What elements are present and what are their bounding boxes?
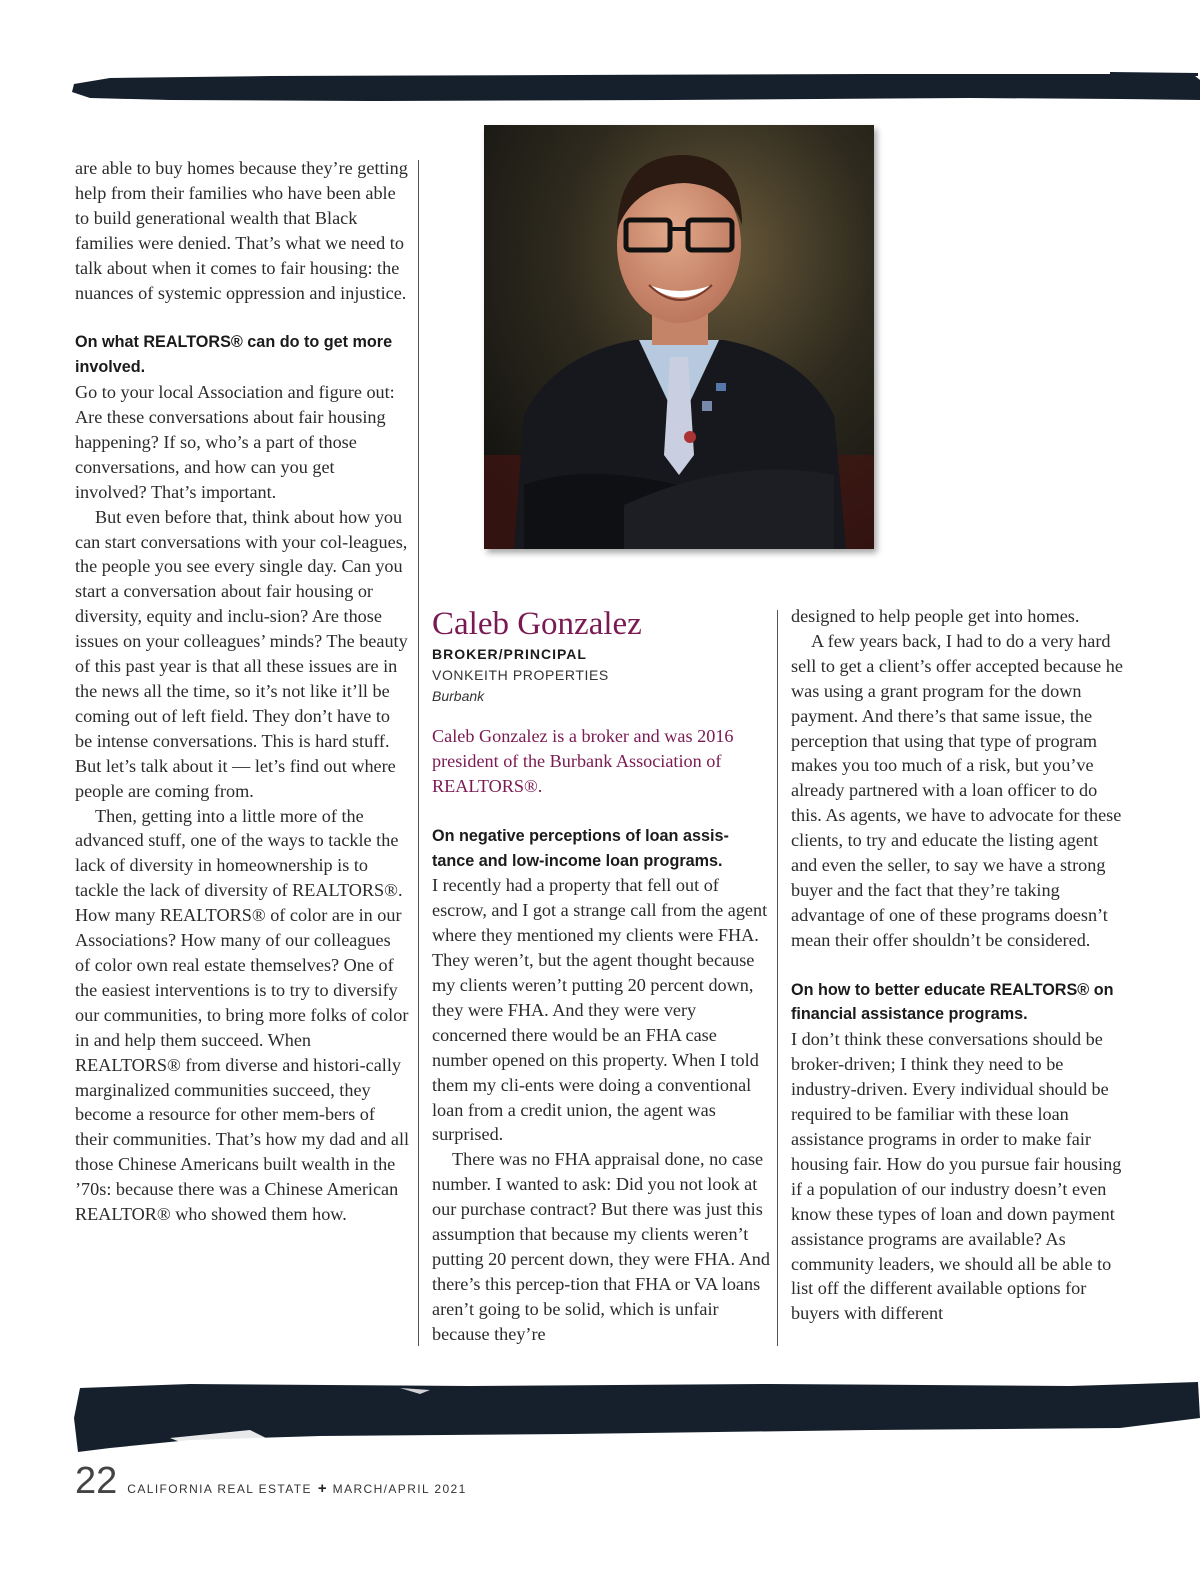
issue-date: MARCH/APRIL 2021 — [332, 1482, 467, 1496]
column-divider-left — [418, 160, 419, 1346]
paragraph: I don’t think these conversations should be broker-driven; I think they need to be industry-driven. Every individual should be required to be familiar with these loan assistance programs in order to make fair housing fair. How do you pursue fair housing if a population of our industry doesn’t even know these types of loan and down payment assistance programs are available? As community leaders, we should all be able to list off the different available options for buyers with different — [791, 1029, 1122, 1324]
paragraph: designed to help people get into homes. — [791, 606, 1080, 626]
paragraph: There was no FHA appraisal done, no case number. I wanted to ask: Did you not look at our purchase contract? But there was just this assumption that because my clients weren’t putting 20 percent down, they were FHA. And there’s this percep-tion that FHA or VA loans aren’t going to be solid, which is unfair because they’re — [432, 1149, 770, 1344]
article-column-right — [791, 604, 1126, 1326]
page-number: 22 — [75, 1460, 118, 1502]
article-column-middle — [432, 604, 770, 1347]
top-brush-stroke — [70, 70, 1200, 106]
column-divider-right — [777, 610, 778, 1346]
paragraph: Go to your local Association and figure out: Are these conversations about fair housing happening? If so, who’s a part of those conversations, and how can you get involved? That’s important. — [75, 382, 395, 502]
profile-name: Caleb Gonzalez — [432, 606, 642, 642]
paragraph: Then, getting into a little more of the advanced stuff, one of the ways to tackle the lack of diversity in homeownership is to tackle the lack of diversity of REALTORS®. How many REALTORS® of color are in our Associations? How many of our colleagues of color own real estate themselves? One of the easiest interventions is to try to diversify our communities, to bring more folks of color in and help them succeed. When REALTORS® from diverse and histori-cally marginalized communities succeed, they become a resource for other mem-bers of their communities. That’s how my dad and all those Chinese Americans built wealth in the ’70s: because there was a Chinese American REALTOR® who showed them how. — [75, 805, 410, 1225]
footer-separator: + — [317, 1480, 327, 1497]
article-column-left — [75, 156, 410, 1227]
section-heading: On negative perceptions of loan assis-tance and low-income loan programs. — [432, 826, 729, 870]
profile-city: Burbank — [432, 688, 485, 704]
portrait-image — [484, 125, 874, 549]
paragraph: But even before that, think about how you can start conversations with your col-leagues, the people you see every single day. Can you start a conversation about fair housing or diversity, equity and inclu-sion? Are those issues on your colleagues’ minds? The beauty of this past year is that all these issues are in the news all the time, so it’s not like it’ll be coming out of left field. They don’t have to be intense conversations. This is hard stuff. But let’s talk about it — let’s find out where people are coming from. — [75, 506, 408, 801]
page-footer — [75, 1460, 467, 1504]
profile-bio: Caleb Gonzalez is a broker and was 2016 president of the Burbank Association of REALTORS®. — [432, 726, 734, 796]
paragraph: A few years back, I had to do a very hard sell to get a client’s offer accepted because he was using a grant program for the down payment. And there’s that same issue, the perception that using that type of program makes you too much of a risk, but you’ve already partnered with a loan officer to do this. As agents, we have to advocate for these clients, to try and educate the listing agent and even the seller, to say we have a strong buyer and the fact that they’re taking advantage of one of these programs doesn’t mean their offer shouldn’t be considered. — [791, 630, 1123, 950]
paragraph: are able to buy homes because they’re getting help from their families who have been able to build generational wealth that Black families were denied. That’s what we need to talk about when it comes to fair housing: the nuances of systemic oppression and injustice. — [75, 158, 408, 303]
paragraph: I recently had a property that fell out of escrow, and I got a strange call from the agent where they mentioned my clients were FHA. They weren’t, but the agent thought because my clients weren’t putting 20 percent down, they were FHA. And they were very concerned there would be an FHA case number opened on this property. When I told them my cli-ents were doing a conventional loan from a credit union, the agent was surprised. — [432, 875, 768, 1145]
portrait-photo — [484, 125, 874, 549]
profile-company: VONKEITH PROPERTIES — [432, 667, 609, 683]
section-heading: On what REALTORS® can do to get more involved. — [75, 333, 393, 377]
bottom-brush-stroke — [70, 1378, 1200, 1456]
profile-role: BROKER/PRINCIPAL — [432, 646, 587, 662]
section-heading: On how to better educate REALTORS® on financial assistance programs. — [791, 980, 1114, 1024]
publication-name: CALIFORNIA REAL ESTATE — [127, 1482, 312, 1496]
